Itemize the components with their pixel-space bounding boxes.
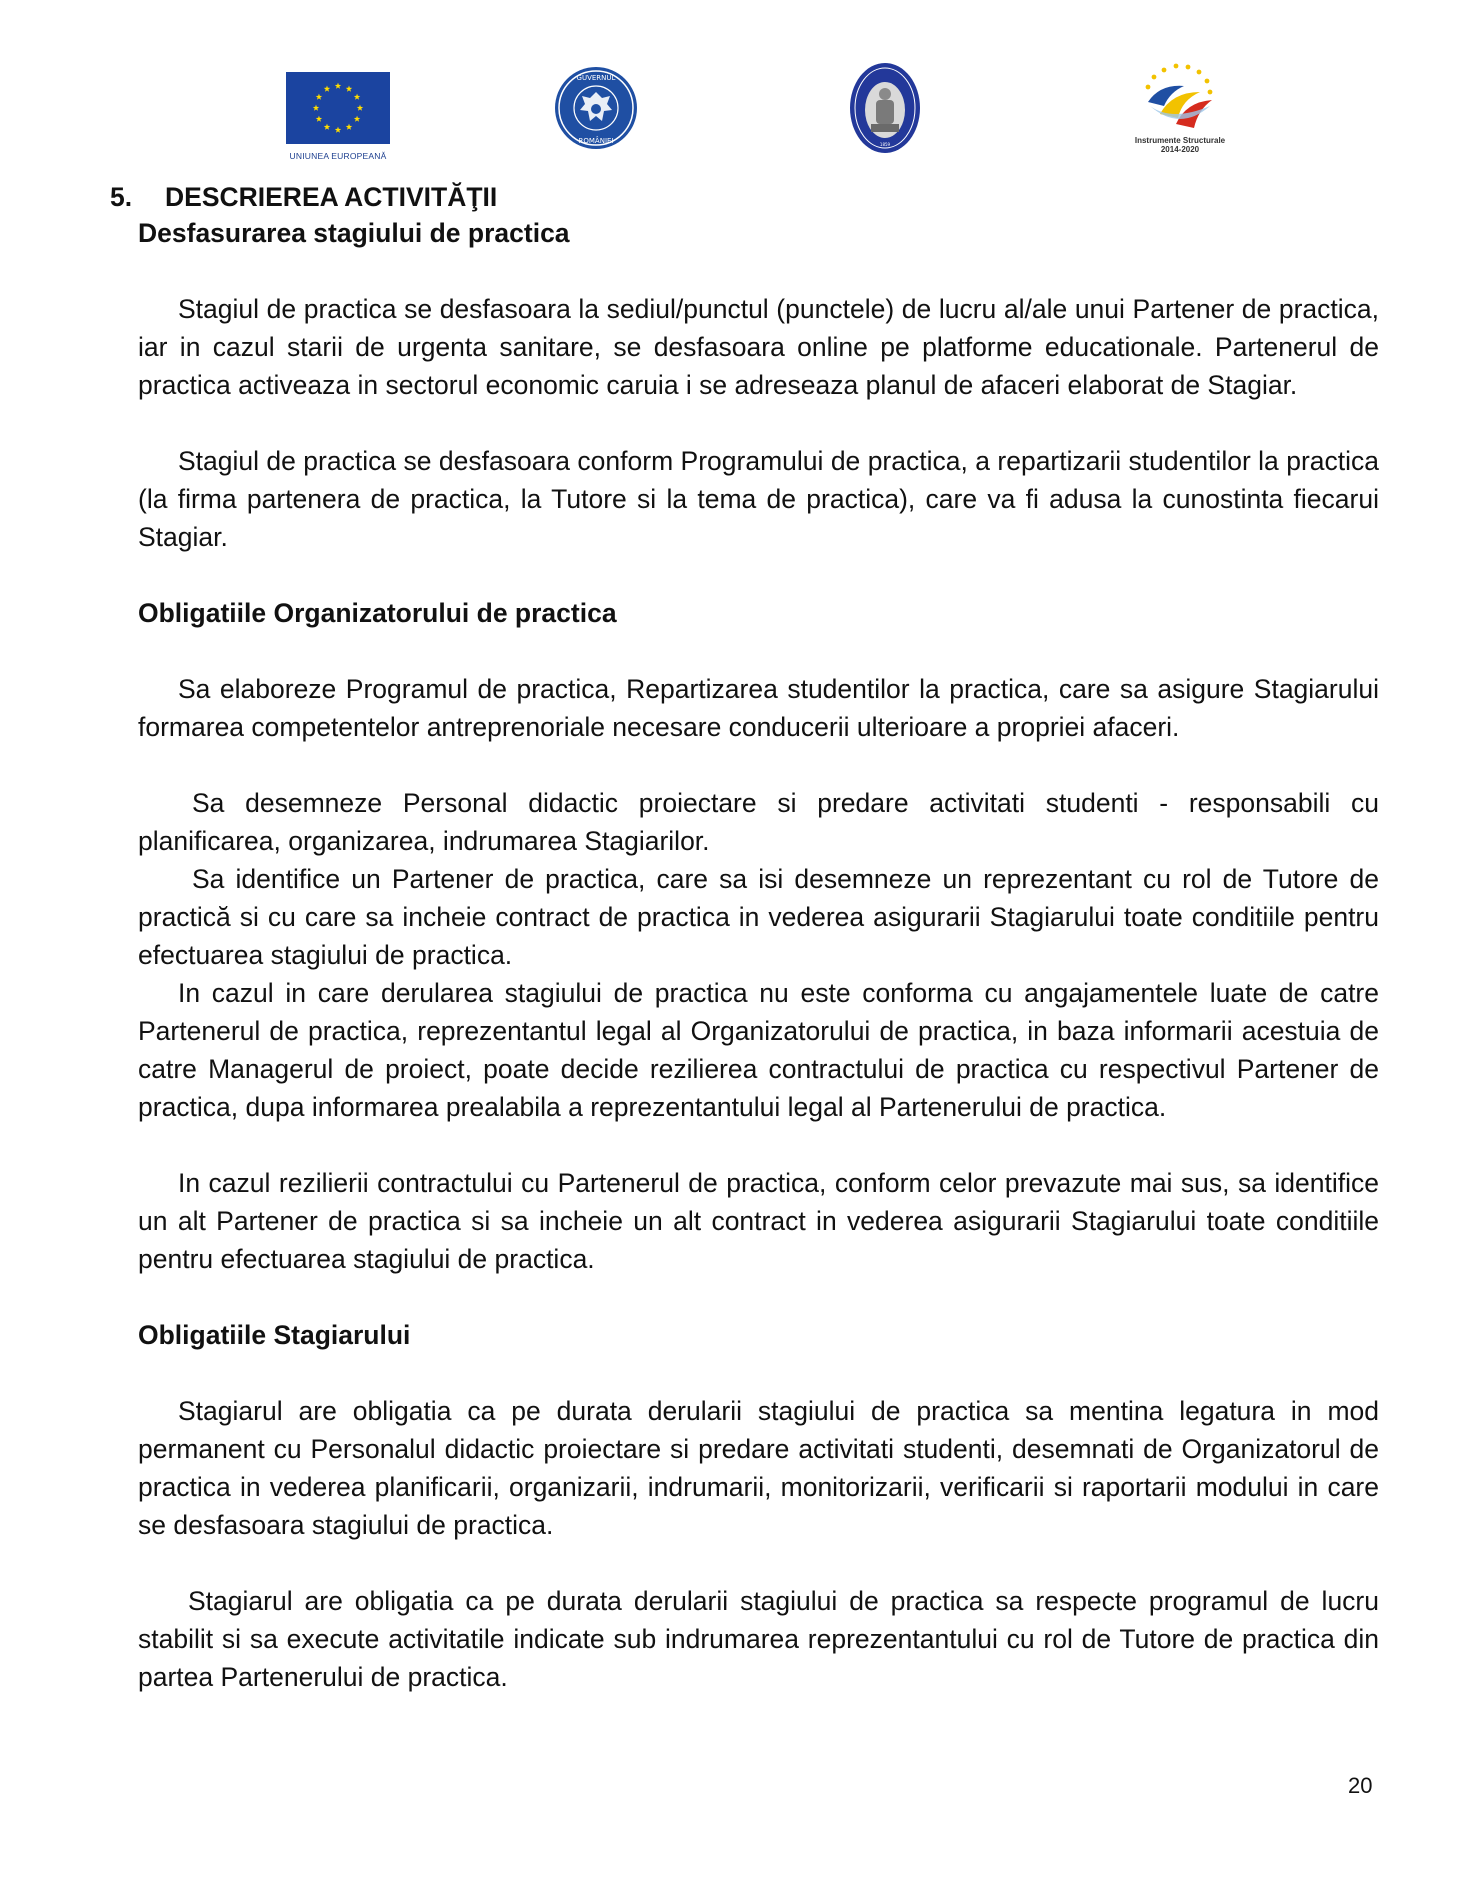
paragraph-5: Sa identifice un Partener de practica, care sa isi desemneze un reprezentant cu rol de Tutore de practică si cu care sa incheie contract de practica in vederea asigurarii Stagiarului toate conditiile pentru efectuarea stagiului de practica. [138, 864, 1379, 970]
paragraph-1: Stagiul de practica se desfasoara la sediul/punctul (punctele) de lucru al/ale unui Partener de practica, iar in cazul starii de urgenta sanitare, se desfasoara online pe platforme educationale. Partenerul de practica activeaza in sectorul economic caruia i se adreseaza planul de afaceri elaborat de Stagiar. [138, 294, 1379, 400]
subtitle-obligatii-organizator: Obligatiile Organizatorului de practica [138, 598, 617, 628]
paragraph-9: Stagiarul are obligatia ca pe durata derularii stagiului de practica sa respecte programul de lucru stabilit si sa execute activitatile indicate sub indrumarea reprezentantului cu rol de Tutore de practica din partea Partenerului de practica. [138, 1586, 1379, 1692]
paragraph-6: In cazul in care derularea stagiului de practica nu este conforma cu angajamentele luate de catre Partenerul de practica, reprezentantul legal al Organizatorului de practica, in baza informarii acestuia de catre Managerul de proiect, poate decide rezilierea contractului de practica cu respectivul Partener de practica, dupa informarea prealabila a reprezentantului legal al Partenerului de practica. [138, 978, 1379, 1122]
eu-flag-logo [286, 72, 390, 164]
is-caption-line-2: 2014-2020 [1160, 145, 1200, 154]
government-romania-logo [554, 66, 638, 150]
section-heading [110, 182, 497, 213]
government-seal-icon [554, 66, 638, 150]
eu-caption: UNIUNEA EUROPEANĂ [289, 151, 387, 161]
paragraph-3: Sa elaboreze Programul de practica, Repartizarea studentilor la practica, care sa asigure Stagiarului formarea competentelor antreprenoriale necesare conducerii ulterioare a propriei afaceri. [138, 674, 1379, 742]
eu-flag-icon [286, 72, 390, 148]
subtitle-desfasurarea: Desfasurarea stagiului de practica [138, 218, 570, 248]
page-number: 20 [1348, 1773, 1373, 1798]
section-title: DESCRIEREA ACTIVITĂŢII [165, 182, 498, 212]
subtitle-obligatii-stagiar: Obligatiile Stagiarului [138, 1320, 411, 1350]
university-logo [849, 62, 921, 154]
svg-text:GUVERNUL: GUVERNUL [576, 74, 616, 82]
structural-instruments-caption [1120, 136, 1240, 154]
paragraph-7: In cazul rezilierii contractului cu Partenerul de practica, conform celor prevazute mai sus, sa identifice un alt Partener de practica si sa incheie un alt contract in vederea asigurarii Stagiarului toate conditiile pentru efectuarea stagiului de practica. [138, 1168, 1379, 1274]
paragraph-8: Stagiarul are obligatia ca pe durata derularii stagiului de practica sa mentina legatura in mod permanent cu Personalul didactic proiectare si predare activitati studenti, desemnati de Organizatorul de practica in vederea planificarii, organizarii, indrumarii, monitorizarii, verificarii si raportarii modului in care se desfasoara stagiului de practica. [138, 1396, 1379, 1540]
paragraph-4: Sa desemneze Personal didactic proiectare si predare activitati studenti - responsabili cu planificarea, organizarea, indrumarea Stagiarilor. [138, 788, 1379, 856]
svg-text:1859: 1859 [879, 142, 891, 147]
is-caption-line-1: Instrumente Structurale [1134, 136, 1226, 145]
paragraph-2: Stagiul de practica se desfasoara conform Programului de practica, a repartizarii studentilor la practica (la firma partenera de practica, la Tutore si la tema de practica), care va fi adusa la cunostinta fiecarui Stagiar. [138, 446, 1379, 552]
svg-text:ROMÂNIEI: ROMÂNIEI [578, 137, 614, 145]
university-crest-icon [849, 62, 921, 154]
structural-instruments-icon [1120, 62, 1240, 134]
structural-instruments-logo [1120, 62, 1240, 158]
section-number: 5. [110, 182, 133, 212]
header-logos [0, 62, 1471, 162]
